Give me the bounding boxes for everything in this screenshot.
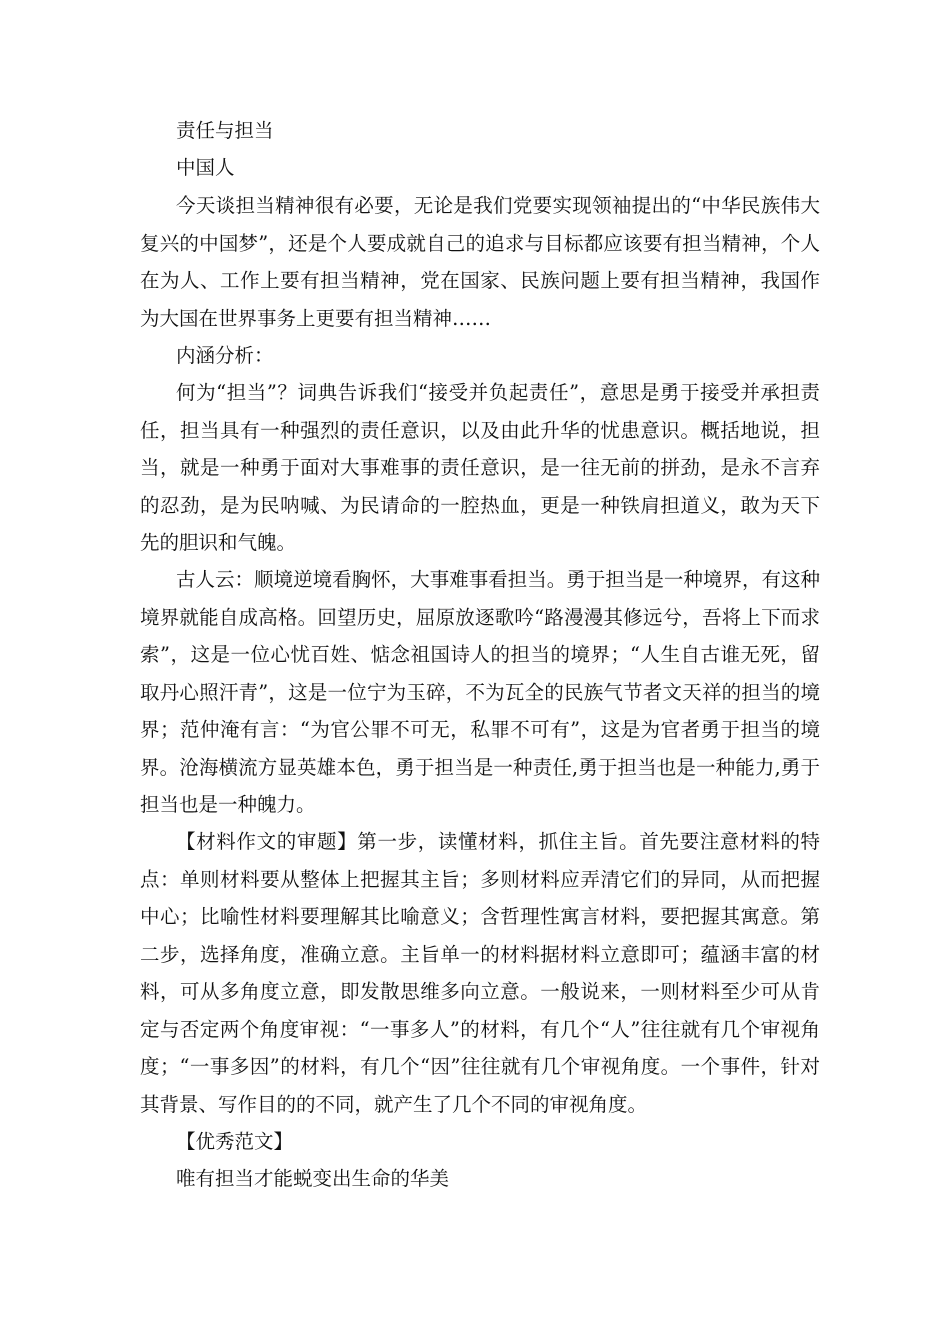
document-title: 责任与担当 [176, 119, 274, 142]
document-subtitle: 中国人 [176, 156, 235, 179]
paragraph-intro: 今天谈担当精神很有必要，无论是我们党要实现领袖提出的“中华民族伟大复兴的中国梦”，还是个人要成就自己的追求与目标都应该要有担当精神，个人在为人、工作上要有担当精神，党在国家、民族问题上要有担当精神，我国作为大国在世界事务上更要有担当精神…… [140, 194, 820, 330]
model-essay-title: 唯有担当才能蜕变出生命的华美 [176, 1167, 450, 1190]
paragraph-ancients: 古人云：顺境逆境看胸怀，大事难事看担当。勇于担当是一种境界，有这种境界就能自成高格。回望历史，屈原放逐歌吟“路漫漫其修远兮，吾将上下而求索”，这是一位心忧百姓、惦念祖国诗人的担当的境界；“人生自古谁无死，留取丹心照汗青”，这是一位宁为玉碎，不为瓦全的民族气节者文天祥的担当的境界；范仲淹有言：“为官公罪不可无，私罪不可有”，这是为官者勇于担当的境界。沧海横流方显英雄本色，勇于担当是一种责任,勇于担当也是一种能力,勇于担当也是一种魄力。 [140, 568, 820, 816]
paragraph-definition: 何为“担当”？词典告诉我们“接受并负起责任”，意思是勇于接受并承担责任，担当具有一种强烈的责任意识，以及由此升华的忧患意识。概括地说，担当，就是一种勇于面对大事难事的责任意识，是一往无前的拼劲，是永不言弃的忍劲，是为民呐喊、为民请命的一腔热血，更是一种铁肩担道义，敢为天下先的胆识和气魄。 [140, 381, 820, 554]
paragraph-heading-analysis: 内涵分析： [176, 344, 274, 367]
paragraph-material-essay-method: 【材料作文的审题】第一步，读懂材料，抓住主旨。首先要注意材料的特点：单则材料要从整体上把握其主旨；多则材料应弄清它们的异同，从而把握中心；比喻性材料要理解其比喻意义；含哲理性寓言材料，要把握其寓意。第二步，选择角度，准确立意。主旨单一的材料据材料立意即可；蕴涵丰富的材料，可从多角度立意，即发散思维多向立意。一般说来，一则材料至少可从肯定与否定两个角度审视：“一事多人”的材料，有几个“人”往往就有几个审视角度；“一事多因”的材料，有几个“因”往往就有几个审视角度。一个事件，针对其背景、写作目的的不同，就产生了几个不同的审视角度。 [140, 830, 820, 1116]
paragraph-heading-model-essay: 【优秀范文】 [176, 1130, 294, 1153]
